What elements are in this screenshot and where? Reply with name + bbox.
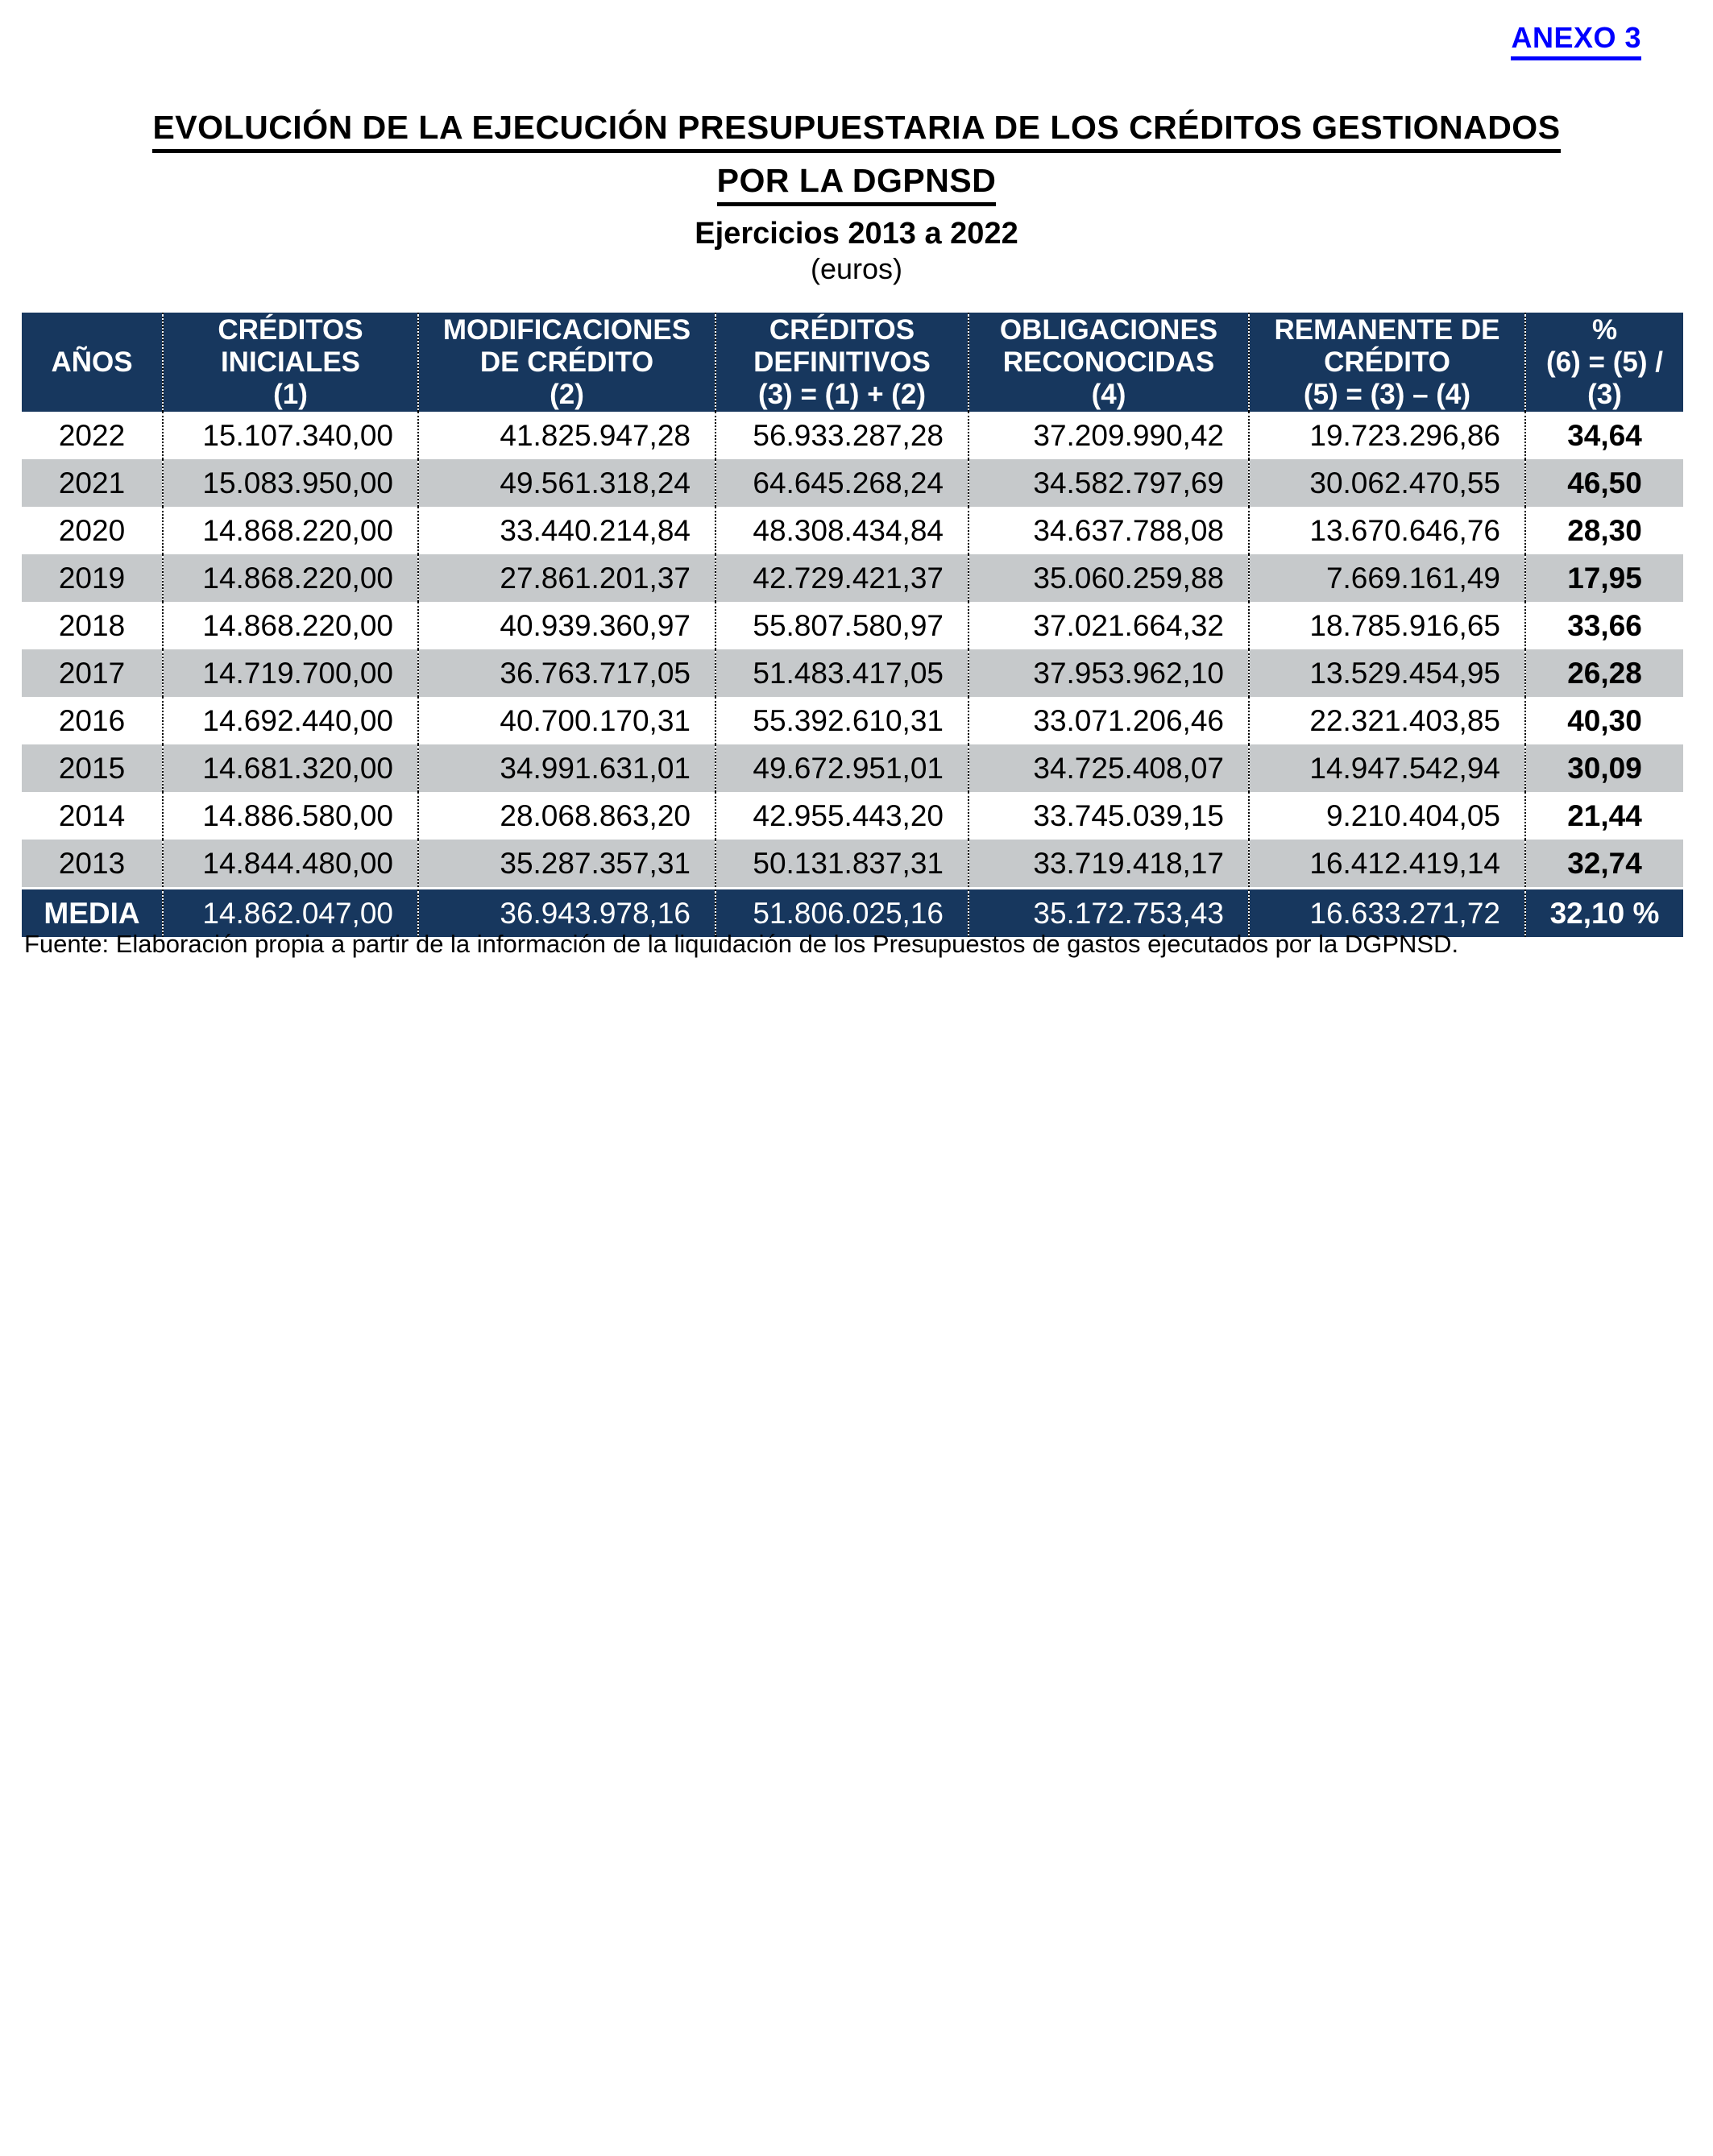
amount-cell: 35.287.357,31 xyxy=(418,840,715,889)
amount-cell: 14.844.480,00 xyxy=(163,840,418,889)
table-row-2019 xyxy=(22,554,1683,602)
year-cell: 2019 xyxy=(22,554,163,602)
amount-cell: 19.723.296,86 xyxy=(1249,412,1525,459)
column-header-formula: (3) = (1) + (2) xyxy=(757,378,927,410)
amount-cell: 37.953.962,10 xyxy=(968,649,1249,697)
amount-cell: 16.633.271,72 xyxy=(1249,889,1525,938)
percent-cell: 40,30 xyxy=(1525,697,1683,744)
percent-cell: 46,50 xyxy=(1525,459,1683,507)
title-line-2-text: POR LA DGPNSD xyxy=(717,161,997,206)
table-row-2016 xyxy=(22,697,1683,744)
amount-cell: 27.861.201,37 xyxy=(418,554,715,602)
amount-cell: 18.785.916,65 xyxy=(1249,602,1525,649)
amount-cell: 42.729.421,37 xyxy=(715,554,968,602)
column-header-formula: (4) xyxy=(1091,378,1126,410)
amount-cell: 34.637.788,08 xyxy=(968,507,1249,554)
amount-cell: 42.955.443,20 xyxy=(715,792,968,840)
year-cell: 2017 xyxy=(22,649,163,697)
table-row-2021 xyxy=(22,459,1683,507)
column-header-formula: (2) xyxy=(550,378,584,410)
amount-cell: 35.060.259,88 xyxy=(968,554,1249,602)
percent-cell: 32,74 xyxy=(1525,840,1683,889)
table-header xyxy=(22,313,1683,412)
column-header-creditos-iniciales xyxy=(163,313,418,412)
amount-cell: 37.209.990,42 xyxy=(968,412,1249,459)
column-header-creditos-definitivos xyxy=(715,313,968,412)
percent-cell: 34,64 xyxy=(1525,412,1683,459)
amount-cell: 40.939.360,97 xyxy=(418,602,715,649)
percent-cell: 30,09 xyxy=(1525,744,1683,792)
amount-cell: 14.886.580,00 xyxy=(163,792,418,840)
amount-cell: 14.868.220,00 xyxy=(163,507,418,554)
amount-cell: 49.672.951,01 xyxy=(715,744,968,792)
table-row-2017 xyxy=(22,649,1683,697)
table-row-2013 xyxy=(22,840,1683,889)
year-cell: 2014 xyxy=(22,792,163,840)
column-header-formula: (1) xyxy=(273,378,308,410)
column-header-label: % xyxy=(1591,313,1618,346)
amount-cell: 34.582.797,69 xyxy=(968,459,1249,507)
table-row-2014 xyxy=(22,792,1683,840)
header-row xyxy=(22,313,1683,412)
annex-label xyxy=(1511,21,1641,60)
amount-cell: 14.719.700,00 xyxy=(163,649,418,697)
title-block xyxy=(0,108,1713,287)
year-cell: 2021 xyxy=(22,459,163,507)
column-header-formula: (5) = (3) – (4) xyxy=(1303,378,1471,410)
column-header-label: CRÉDITOS DEFINITIVOS xyxy=(753,313,931,378)
amount-cell: 33.071.206,46 xyxy=(968,697,1249,744)
amount-cell: 30.062.470,55 xyxy=(1249,459,1525,507)
amount-cell: 9.210.404,05 xyxy=(1249,792,1525,840)
amount-cell: 16.412.419,14 xyxy=(1249,840,1525,889)
column-header-modificaciones-credito xyxy=(418,313,715,412)
annex-label-text: ANEXO 3 xyxy=(1511,21,1641,60)
table-row-2020 xyxy=(22,507,1683,554)
column-header-obligaciones-reconocidas xyxy=(968,313,1249,412)
column-header-porcentaje xyxy=(1525,313,1683,412)
column-header-label: REMANENTE DE CRÉDITO xyxy=(1274,313,1500,378)
title-line-2 xyxy=(0,161,1713,208)
amount-cell: 14.947.542,94 xyxy=(1249,744,1525,792)
column-header-label: AÑOS xyxy=(51,346,133,378)
table-row-2015 xyxy=(22,744,1683,792)
amount-cell: 14.681.320,00 xyxy=(163,744,418,792)
amount-cell: 51.483.417,05 xyxy=(715,649,968,697)
amount-cell: 7.669.161,49 xyxy=(1249,554,1525,602)
amount-cell: 41.825.947,28 xyxy=(418,412,715,459)
amount-cell: 48.308.434,84 xyxy=(715,507,968,554)
percent-cell: 21,44 xyxy=(1525,792,1683,840)
amount-cell: 34.991.631,01 xyxy=(418,744,715,792)
amount-cell: 22.321.403,85 xyxy=(1249,697,1525,744)
amount-cell: 33.440.214,84 xyxy=(418,507,715,554)
year-cell: 2015 xyxy=(22,744,163,792)
year-cell: 2013 xyxy=(22,840,163,889)
column-header-remanente-credito xyxy=(1249,313,1525,412)
column-header-anos xyxy=(22,313,163,412)
percent-cell: 32,10 % xyxy=(1525,889,1683,938)
amount-cell: 55.392.610,31 xyxy=(715,697,968,744)
budget-table xyxy=(22,313,1683,937)
percent-cell: 17,95 xyxy=(1525,554,1683,602)
subtitle: Ejercicios 2013 a 2022 xyxy=(695,217,1018,251)
amount-cell: 56.933.287,28 xyxy=(715,412,968,459)
amount-cell: 13.529.454,95 xyxy=(1249,649,1525,697)
column-header-label: MODIFICACIONES DE CRÉDITO xyxy=(442,313,691,378)
amount-cell: 15.083.950,00 xyxy=(163,459,418,507)
year-cell: 2022 xyxy=(22,412,163,459)
amount-cell: 13.670.646,76 xyxy=(1249,507,1525,554)
amount-cell: 28.068.863,20 xyxy=(418,792,715,840)
percent-cell: 26,28 xyxy=(1525,649,1683,697)
amount-cell: 14.692.440,00 xyxy=(163,697,418,744)
unit-note: (euros) xyxy=(810,252,903,285)
amount-cell: 15.107.340,00 xyxy=(163,412,418,459)
column-header-label: CRÉDITOS INICIALES xyxy=(218,313,363,378)
amount-cell: 64.645.268,24 xyxy=(715,459,968,507)
source-note: Fuente: Elaboración propia a partir de la información de la liquidación de los Presupuestos de gastos ejecutados por la DGPNSD. xyxy=(24,930,1459,958)
table-row-2018 xyxy=(22,602,1683,649)
media-label-cell: MEDIA xyxy=(22,889,163,938)
table-row-2022 xyxy=(22,412,1683,459)
title-line-1 xyxy=(0,108,1713,155)
amount-cell: 51.806.025,16 xyxy=(715,889,968,938)
year-cell: 2018 xyxy=(22,602,163,649)
amount-cell: 36.943.978,16 xyxy=(418,889,715,938)
amount-cell: 14.862.047,00 xyxy=(163,889,418,938)
amount-cell: 36.763.717,05 xyxy=(418,649,715,697)
amount-cell: 49.561.318,24 xyxy=(418,459,715,507)
column-header-formula: (6) = (5) / (3) xyxy=(1546,346,1663,410)
amount-cell: 55.807.580,97 xyxy=(715,602,968,649)
title-line-1-text: EVOLUCIÓN DE LA EJECUCIÓN PRESUPUESTARIA DE LOS CRÉDITOS GESTIONADOS xyxy=(152,108,1560,153)
percent-cell: 28,30 xyxy=(1525,507,1683,554)
year-cell: 2016 xyxy=(22,697,163,744)
percent-cell: 33,66 xyxy=(1525,602,1683,649)
amount-cell: 33.719.418,17 xyxy=(968,840,1249,889)
year-cell: 2020 xyxy=(22,507,163,554)
amount-cell: 33.745.039,15 xyxy=(968,792,1249,840)
amount-cell: 35.172.753,43 xyxy=(968,889,1249,938)
amount-cell: 34.725.408,07 xyxy=(968,744,1249,792)
amount-cell: 50.131.837,31 xyxy=(715,840,968,889)
amount-cell: 40.700.170,31 xyxy=(418,697,715,744)
table-body xyxy=(22,412,1683,937)
amount-cell: 14.868.220,00 xyxy=(163,554,418,602)
column-header-label: OBLIGACIONES RECONOCIDAS xyxy=(999,313,1218,378)
amount-cell: 37.021.664,32 xyxy=(968,602,1249,649)
amount-cell: 14.868.220,00 xyxy=(163,602,418,649)
